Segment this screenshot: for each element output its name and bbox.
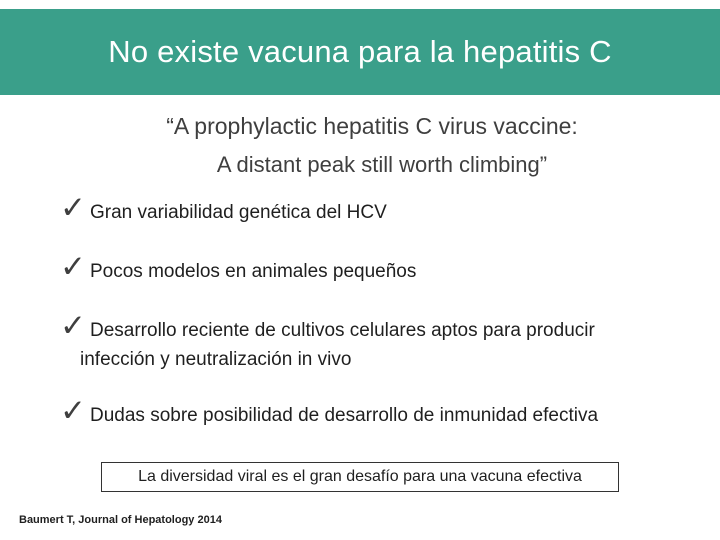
bullet-item [60,393,598,429]
checkmark-icon: ✓ [60,393,86,429]
bullet-text: Gran variabilidad genética del HCV [90,202,387,223]
highlight-text: La diversidad viral es el gran desafío para una vacuna efectiva [138,468,582,485]
quote-line-2: A distant peak still worth climbing” [216,152,548,177]
bullet-text: Pocos modelos en animales pequeños [90,261,417,282]
highlight-box [101,462,619,492]
bullet-item [60,308,595,344]
title-banner [0,9,720,95]
checkmark-icon: ✓ [60,249,86,285]
reference-citation: Baumert T, Journal of Hepatology 2014 [19,514,222,526]
bullet-text: Dudas sobre posibilidad de desarrollo de inmunidad efectiva [90,405,599,426]
quote-line-1: “A prophylactic hepatitis C virus vaccine: [166,113,578,139]
bullet-item [60,249,416,285]
bullet-item [60,190,387,226]
slide-title: No existe vacuna para la hepatitis C [108,34,612,69]
checkmark-icon: ✓ [60,190,86,226]
bullet-text: Desarrollo reciente de cultivos celulares aptos para producir [90,320,595,341]
checkmark-icon: ✓ [60,308,86,344]
bullet-text-continuation: infección y neutralización in vivo [80,349,352,370]
